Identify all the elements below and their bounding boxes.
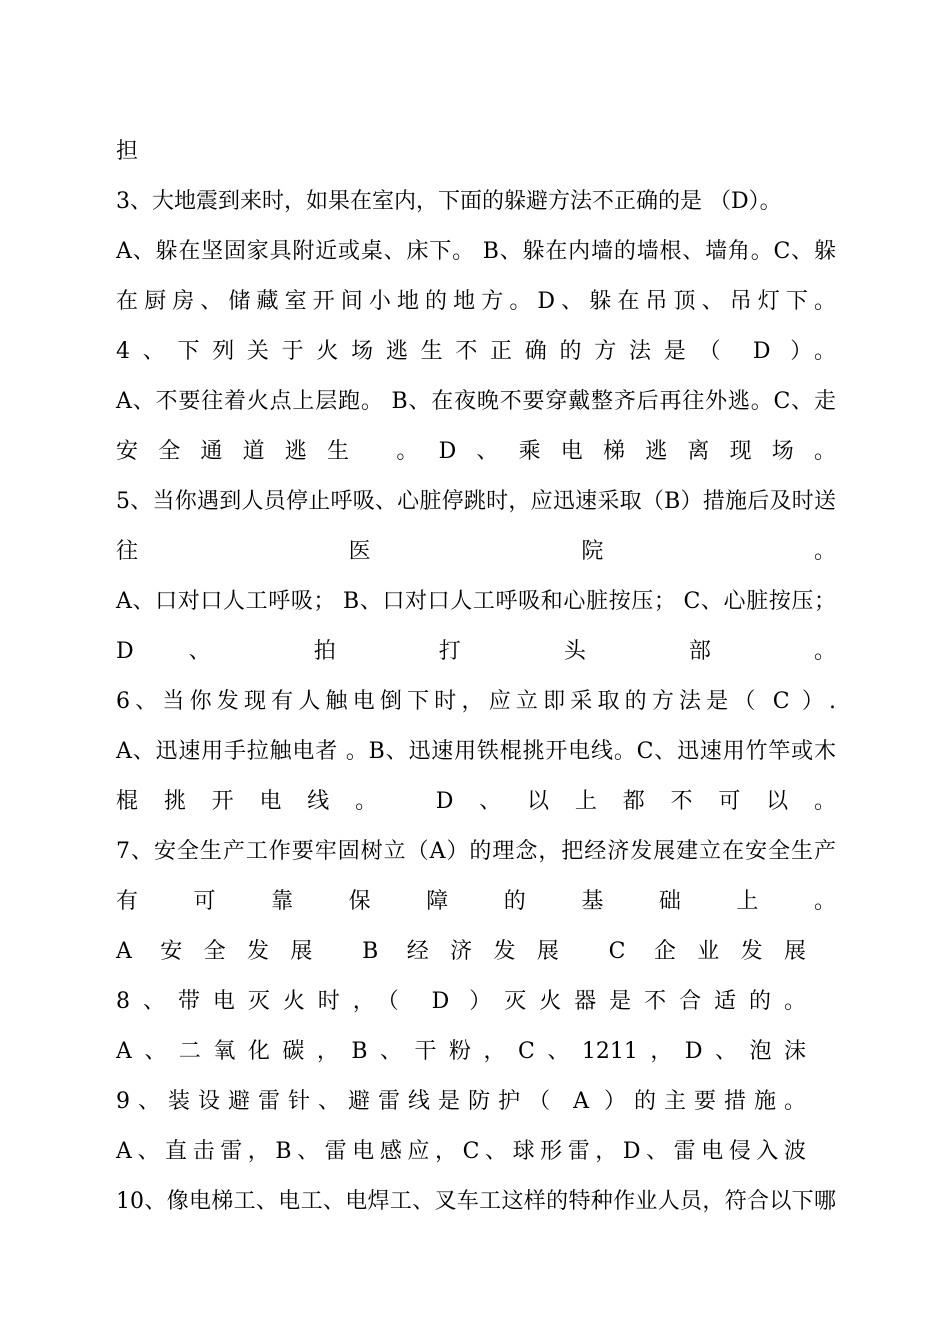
question-4-options-line-1: A、不要往着火点上层跑。 B、在夜晚不要穿戴整齐后再往外逃。C、走 [116, 389, 836, 414]
question-6-options-line-1: A、迅速用手拉触电者 。B、迅速用铁棍挑开电线。C、迅速用竹竿或木 [116, 739, 836, 764]
question-5-options-line-2: D 、 拍 打 头 部 。 [116, 639, 836, 664]
text-line-1: 担 [116, 139, 139, 164]
question-5-options-line-1: A、口对口人工呼吸； B、口对口人工呼吸和心脏按压； C、心脏按压； [116, 589, 836, 614]
question-6-options-line-2: 棍挑开电线。 D、以上都不可以。 [116, 789, 836, 814]
question-10: 10、像电梯工、电工、电焊工、叉车工这样的特种作业人员，符合以下哪 [116, 1189, 836, 1214]
question-7: 7、安全生产工作要牢固树立（A）的理念，把经济发展建立在安全生产 [116, 839, 836, 864]
question-9-options: A、直击雷，B、雷电感应，C、球形雷，D、雷电侵入波 [116, 1139, 806, 1164]
question-7-continued: 有 可 靠 保 障 的 基 础 上 。 [116, 889, 836, 914]
question-5-continued: 往 医 院 。 [116, 539, 836, 564]
question-5: 5、当你遇到人员停止呼吸、心脏停跳时，应迅速采取（B）措施后及时送 [116, 489, 836, 514]
question-3-options-line-1: A、躲在坚固家具附近或桌、床下。 B、躲在内墙的墙根、墙角。C、躲 [116, 239, 836, 264]
question-6: 6、当你发现有人触电倒下时，应立即采取的方法是（ C ）. [116, 689, 836, 714]
question-8-options: A、二氧化碳，B、干粉，C、1211，D、泡沫 [116, 1039, 806, 1064]
question-4-options-line-2: 安全通道逃生 。D、乘电梯逃离现场。 [116, 439, 836, 464]
question-3-options-line-2: 在厨房、储藏室开间小地的地方。D、躲在吊顶、吊灯下。 [116, 289, 836, 314]
question-9: 9、装设避雷针、避雷线是防护（ A ）的主要措施。 [116, 1089, 806, 1114]
question-3: 3、大地震到来时，如果在室内，下面的躲避方法不正确的是 （D）。 [116, 189, 782, 214]
question-7-options: A 安全发展 B 经济发展 C 企业发展 [116, 939, 806, 964]
question-8: 8、带电灭火时，（ D ）灭火器是不合适的。 [116, 989, 806, 1014]
question-4: 4、下列关于火场逃生不正确的方法是（ D ）。 [116, 339, 836, 364]
